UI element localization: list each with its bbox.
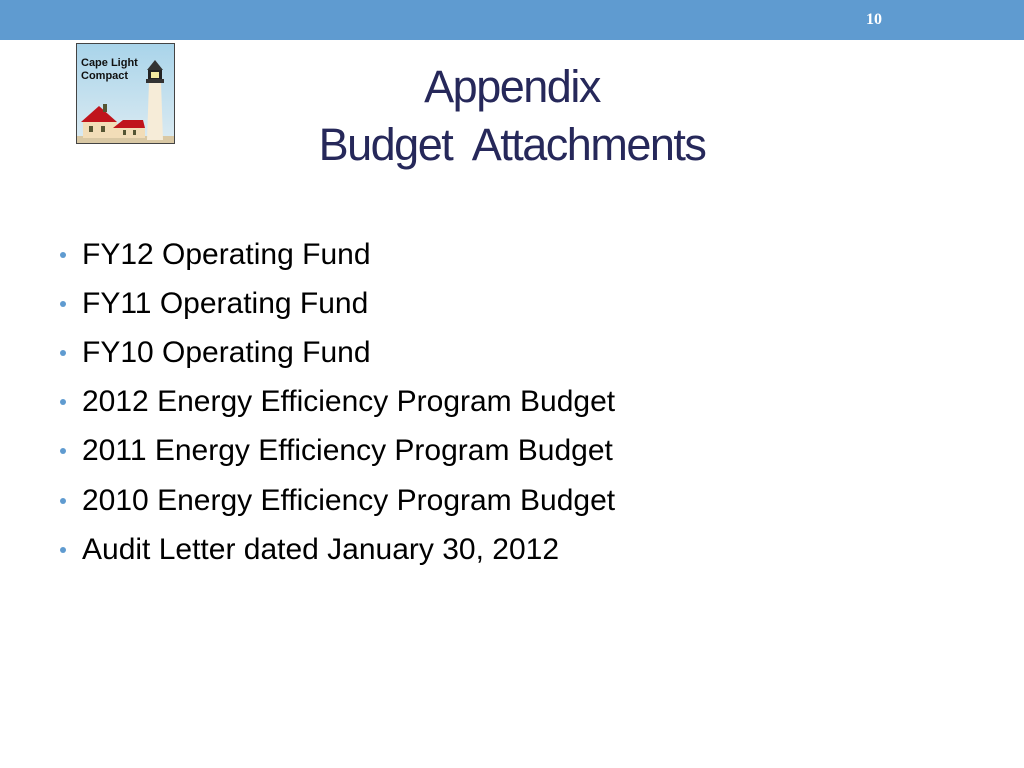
list-item (56, 279, 615, 328)
cape-light-compact-logo (76, 43, 175, 144)
bullet-icon (60, 301, 66, 307)
bullet-icon (60, 399, 66, 405)
title-line-1: Appendix (424, 61, 600, 112)
lighthouse-logo-icon (77, 44, 174, 143)
bullet-icon (60, 252, 66, 258)
bullet-icon (60, 350, 66, 356)
list-item-text: FY12 Operating Fund (82, 237, 371, 271)
list-item (56, 476, 615, 525)
list-item (56, 230, 615, 279)
bullet-list (56, 230, 615, 574)
list-item-text: 2010 Energy Efficiency Program Budget (82, 483, 616, 517)
list-item (56, 328, 615, 377)
logo-text-line1: Cape Light (81, 57, 138, 69)
list-item (56, 378, 615, 427)
list-item-text: 2011 Energy Efficiency Program Budget (82, 434, 613, 468)
bullet-icon (60, 547, 66, 553)
slide-title (200, 58, 824, 174)
slide-number: 10 (866, 11, 882, 28)
list-item-text: 2012 Energy Efficiency Program Budget (82, 385, 616, 419)
list-item-text: Audit Letter dated January 30, 2012 (82, 532, 560, 566)
list-item (56, 427, 615, 476)
list-item (56, 525, 615, 574)
bullet-icon (60, 498, 66, 504)
title-line-2: Budget Attachments (318, 119, 706, 170)
list-item-text: FY10 Operating Fund (82, 335, 371, 369)
bullet-icon (60, 448, 66, 454)
logo-text-line2: Compact (81, 70, 129, 82)
header-bar (0, 0, 1024, 40)
list-item-text: FY11 Operating Fund (82, 286, 369, 320)
